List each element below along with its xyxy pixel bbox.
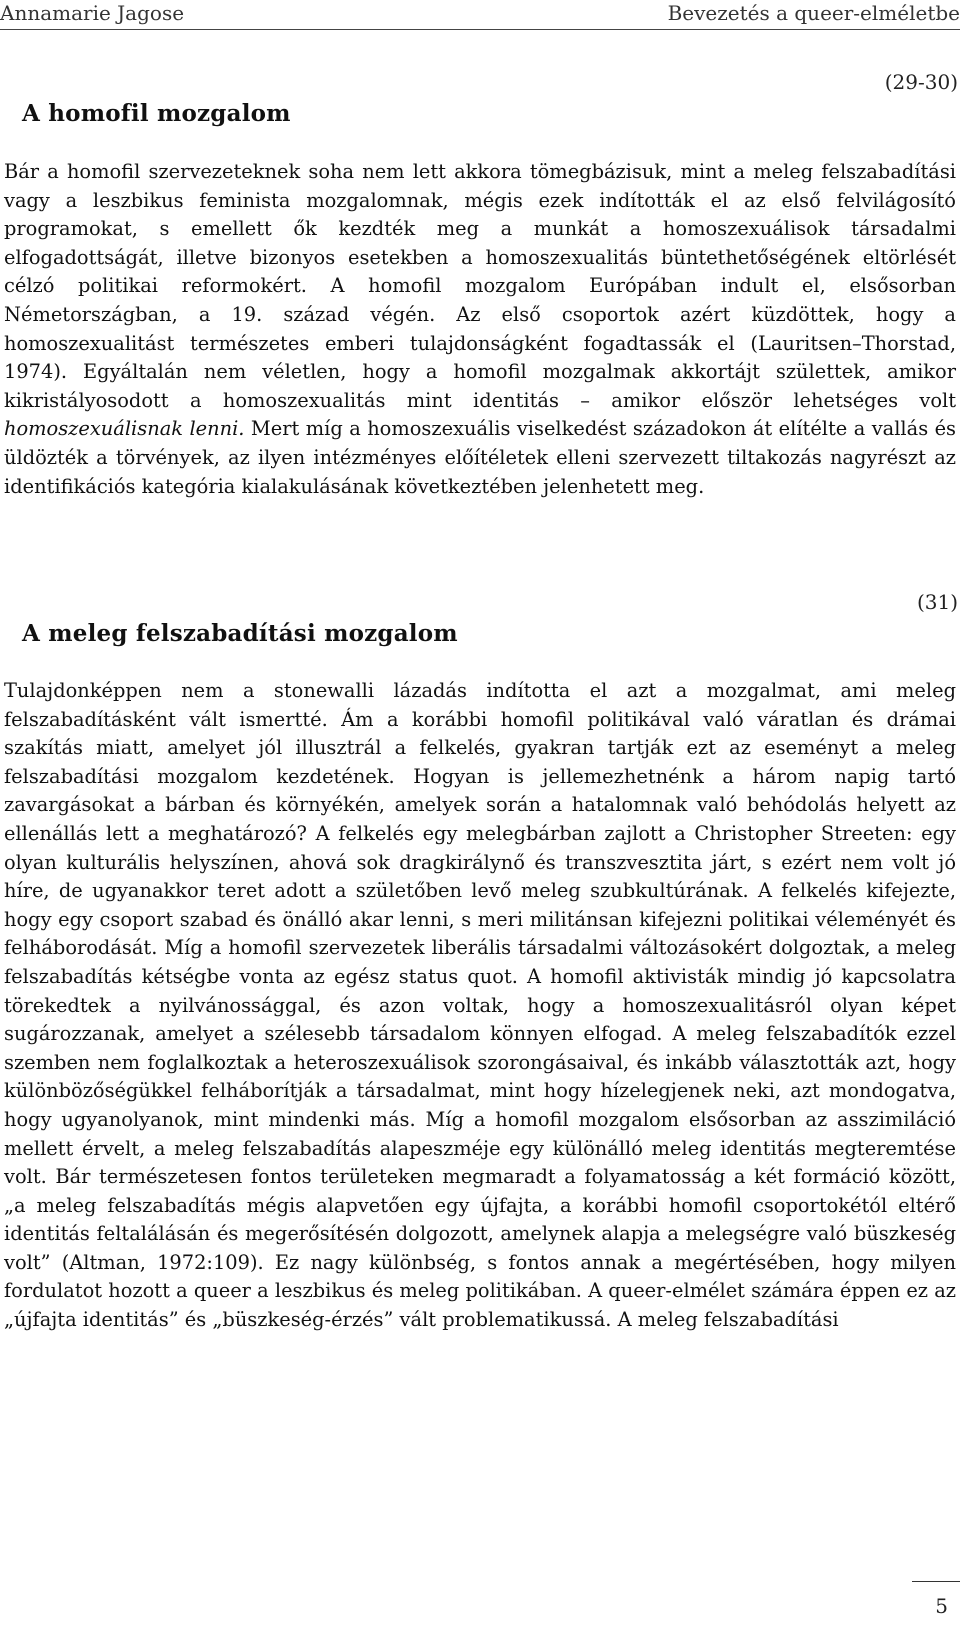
header-book-title: Bevezetés a queer-elméletbe — [667, 1, 960, 25]
header-author: Annamarie Jagose — [0, 1, 185, 25]
section1-text-part2: Mert míg a homoszexuális viselkedést századokon át elítélte a vallás és üldözték a törvények, az ilyen intézményes előítéletek elleni szervezett tiltakozás nagyrészt az identifikációs kategória kialakulásának következtében jelenhetett meg. — [4, 417, 957, 498]
footer-rule — [912, 1581, 960, 1582]
section1-emphasis: homoszexuálisnak lenni. — [4, 417, 245, 441]
section2-paragraph: Tulajdonképpen nem a stonewalli lázadás indította el azt a mozgalmat, ami meleg felszabadításként vált ismertté. Ám a korábbi homofil politikával való váratlan és drámai szakítás miatt, amelyet jól illusztrál a felkelés, gyakran tartják ezt az eseményt a meleg felszabadítási mozgalom kezdetének. Hogyan is jellemezhetnénk a három napig tartó zavargásokat a bárban és környékén, amelyek során a hatalomnak való behódolás helyett az ellenállás lett a meghatározó? A felkelés egy melegbárban zajlott a Christopher Streeten: egy olyan kulturális helyszínen, ahová sok dragkirálynő és transzvesztita járt, s ezért nem volt jó híre, de ugyanakkor teret adott a születőben levő meleg szubkultúrának. A felkelés kifejezte, hogy egy csoport szabad és önálló akar lenni, s meri militánsan kifejezni politikai véleményét és felháborodását. Míg a homofil szervezetek liberális társadalmi változásokért dolgoztak, a meleg felszabadítás kétségbe vonta az egész status quot. A homofil aktivisták mindig jó kapcsolatra törekedtek a nyilvánossággal, és azon voltak, hogy a homoszexualitásról olyan képet sugározzanak, amelyet a szélesebb társadalom könnyen elfogad. A meleg felszabadítók ezzel szemben nem foglalkoztak a heteroszexuálisok szorongásaival, és inkább választották azt, hogy különbözőségükkel felháborítják a társadalmat, mint hogy hízelegjenek neki, azt mondogatva, hogy ugyanolyanok, mint mindenki más. Míg a homofil mozgalom elsősorban az asszimiláció mellett érvelt, a meleg felszabadítás alapeszméje egy különálló meleg identitás megteremtése volt. Bár természetesen fontos területeken megmaradt a folyamatosság a két formáció között, „a meleg felszabadítás mégis alapvetően egy újfajta, a korábbi homofil csoportokétól eltérő identitás feltalálásán és megerősítésén dolgozott, amelynek alapja a melegségre való büszkeség volt” (Altman, 1972:109). Ez nagy különbség, s fontos annak a megértésében, hogy milyen fordulatot hozott a queer a leszbikus és meleg politikában. A queer-elmélet számára éppen ez az „újfajta identitás” és „büszkeség-érzés” vált problematikussá. A meleg felszabadítási — [4, 679, 956, 1332]
running-header — [0, 0, 960, 30]
section1-heading: A homofil mozgalom — [22, 100, 291, 127]
section1-page-range: (29-30) — [884, 70, 958, 94]
section1-paragraph — [4, 158, 956, 501]
section2-page-range: (31) — [916, 590, 958, 614]
section1-text-part1: Bár a homofil szervezeteknek soha nem lett akkora tömegbázisuk, mint a meleg felszabadítási vagy a leszbikus feminista mozgalomnak, mégis ezek indították el az első felvilágosító programokat, s emellett ők kezdték meg a munkát a homoszexuálisok társadalmi elfogadottságát, illetve bizonyos esetekben a homoszexualitás büntethetőségének eltörlését célzó politikai reformokért. A homofil mozgalom Európában indult el, elsősorban Németországban, a 19. század végén. Az első csoportok azért küzdöttek, hogy a homoszexualitást természetes emberi tulajdonságként fogadtassák el (Lauritsen–Thorstad, 1974). Egyáltalán nem véletlen, hogy a homofil mozgalmak akkortájt születtek, amikor kikristályosodott a homoszexualitás mint identitás – amikor először lehetséges volt — [4, 160, 956, 412]
section2-heading: A meleg felszabadítási mozgalom — [22, 620, 458, 647]
page-number: 5 — [935, 1594, 948, 1618]
